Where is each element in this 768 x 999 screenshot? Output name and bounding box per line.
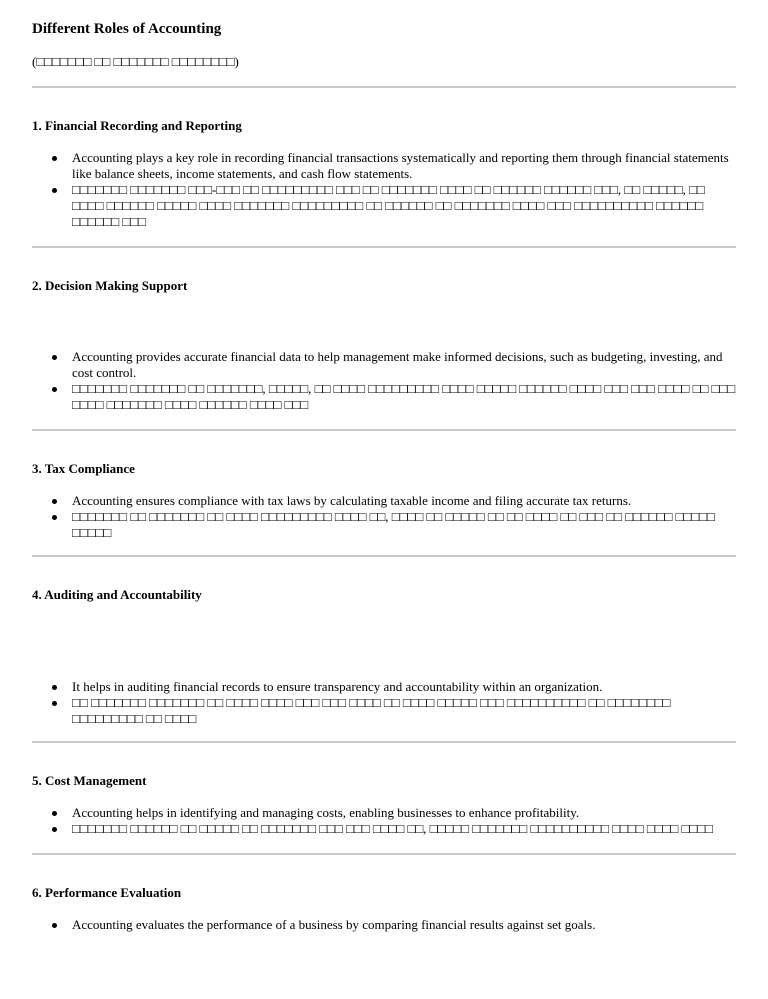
section-tax-compliance [32, 461, 736, 541]
list-item-hindi: □□ □□□□□□□ □□□□□□□ □□ □□□□ □□□□ □□□ □□□ □□□□ □□ □□□□ □□□□□ □□□ □□□□□□□□□□ □□ □□□□□□□□ □□□□□□□□□ □□ □□□□ [72, 695, 736, 727]
divider [32, 853, 736, 855]
list-item-english: Accounting provides accurate financial data to help management make informed decisions, such as budgeting, investing, and cost control. [72, 349, 736, 381]
section-cost-management [32, 773, 736, 837]
divider [32, 429, 736, 431]
section-auditing [32, 587, 736, 727]
list-item-english: Accounting helps in identifying and managing costs, enabling businesses to enhance profitability. [72, 805, 736, 821]
list-item-hindi: □□□□□□□ □□□□□□ □□ □□□□□ □□ □□□□□□□ □□□ □□□ □□□□ □□, □□□□□ □□□□□□□ □□□□□□□□□□ □□□□ □□□□ □□□□ [72, 821, 736, 837]
divider [32, 741, 736, 743]
bullet-list [32, 679, 736, 727]
divider [32, 246, 736, 248]
divider [32, 86, 736, 88]
bullet-list [32, 150, 736, 230]
section-heading: 3. Tax Compliance [32, 461, 135, 476]
bullet-list [32, 917, 736, 933]
page-subtitle: (□□□□□□□ □□ □□□□□□□ □□□□□□□□) [32, 54, 239, 69]
list-item-hindi: □□□□□□□ □□ □□□□□□□ □□ □□□□ □□□□□□□□□ □□□□ □□, □□□□ □□ □□□□□ □□ □□ □□□□ □□ □□□ □□ □□□□□□ □□□□□ □□□□□ [72, 509, 736, 541]
list-item-english: It helps in auditing financial records to ensure transparency and accountability within an organization. [72, 679, 736, 695]
bullet-list [32, 493, 736, 541]
list-item-english: Accounting plays a key role in recording financial transactions systematically and reporting them through financial statements like balance sheets, income statements, and cash flow statements. [72, 150, 736, 182]
list-item-hindi: □□□□□□□ □□□□□□□ □□ □□□□□□□, □□□□□, □□ □□□□ □□□□□□□□□ □□□□ □□□□□ □□□□□□ □□□□ □□□ □□□ □□□□ □□ □□□ □□□□ □□□□□□□ □□□□ □□□□□□ □□□□ □□□ [72, 381, 736, 412]
bullet-list [32, 349, 736, 413]
divider [32, 555, 736, 557]
bullet-list [32, 805, 736, 837]
page-title: Different Roles of Accounting [32, 21, 222, 37]
section-decision-making [32, 278, 736, 413]
section-heading: 1. Financial Recording and Reporting [32, 118, 242, 133]
list-item-hindi: □□□□□□□ □□□□□□□ □□□-□□□ □□ □□□□□□□□□ □□□ □□ □□□□□□□ □□□□ □□ □□□□□□ □□□□□□ □□□, □□ □□□□□, □□ □□□□ □□□□□□ □□□□□ □□□□ □□□□□□□ □□□□□□□□□ □□ □□□□□□ □□ □□□□□□□ □□□□ □□□ □□□□□□□□□□ □□□□□□ □□□□□□ □□□ [72, 182, 736, 230]
section-performance-evaluation [32, 885, 736, 933]
section-financial-recording [32, 118, 736, 230]
section-heading: 6. Performance Evaluation [32, 885, 182, 900]
list-item-english: Accounting ensures compliance with tax laws by calculating taxable income and filing accurate tax returns. [72, 493, 736, 509]
section-heading: 4. Auditing and Accountability [32, 587, 202, 602]
section-heading: 2. Decision Making Support [32, 278, 188, 293]
list-item-english: Accounting evaluates the performance of a business by comparing financial results against set goals. [72, 917, 736, 933]
section-heading: 5. Cost Management [32, 773, 147, 788]
